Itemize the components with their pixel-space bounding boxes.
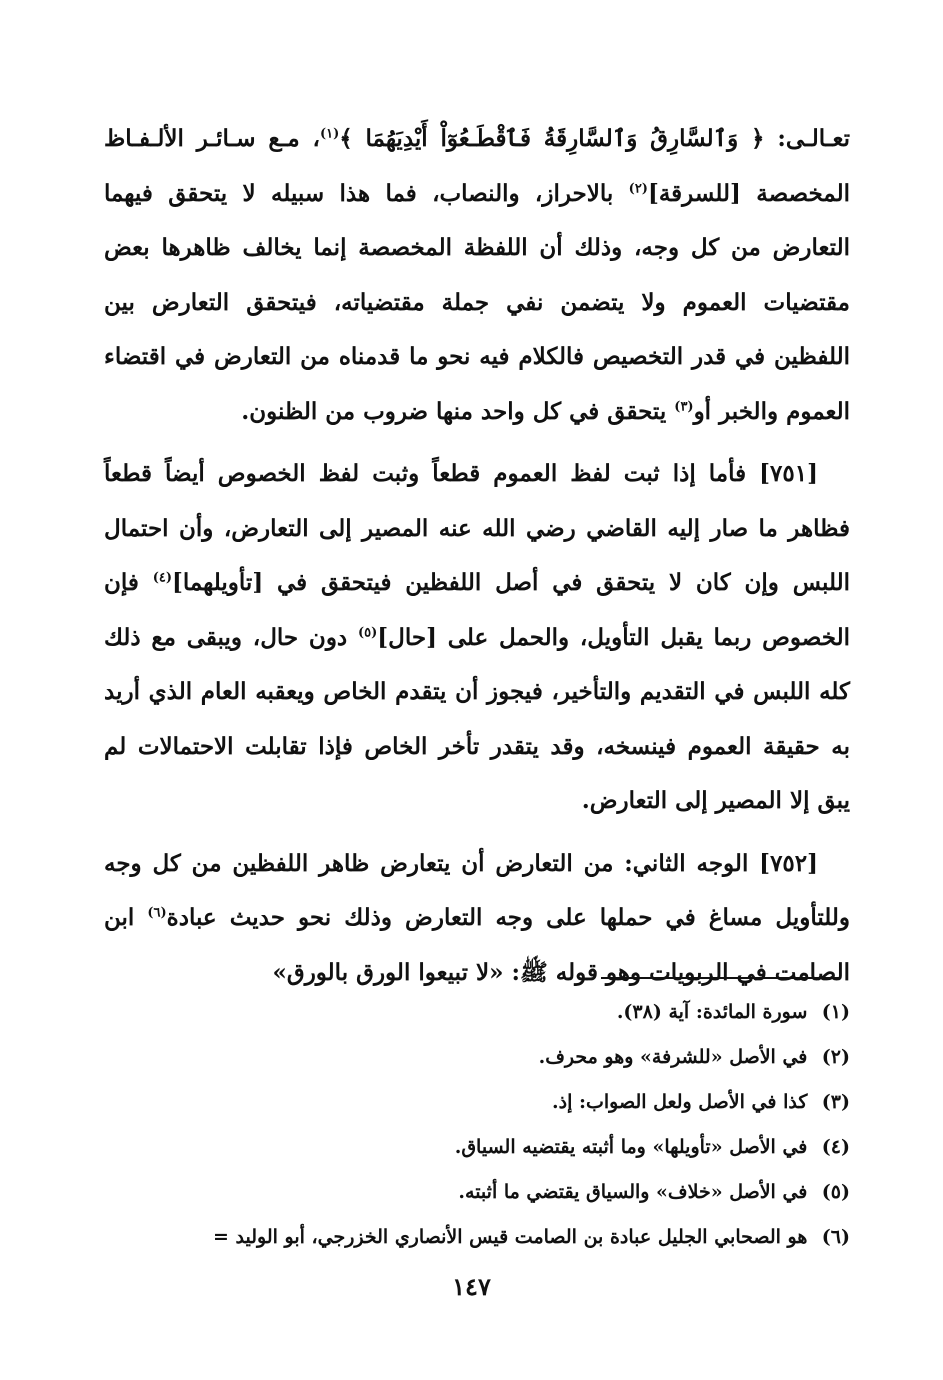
footnote-text: كذا في الأصل ولعل الصواب: إذ. [552,1091,808,1113]
footnote-ref-6: (٦) [147,905,167,921]
paragraph-751-text-b: فإن الخصوص ربما يقبل التأويل، والحمل على [حال] [104,569,850,651]
footnote-number: (٥) [821,1181,850,1203]
paragraph-1-lead: تعـالـى: [764,125,850,152]
footnote-number: (٢) [821,1046,850,1068]
paragraph-1 [104,112,850,439]
footnote-text: هو الصحابي الجليل عبادة بن الصامت قيس الأنصاري الخزرجي، أبو الوليد = [212,1226,808,1248]
footnote-ref-2: (٢) [628,180,648,196]
footnote-ref-4: (٤) [152,570,172,586]
footnote [90,1080,850,1125]
footnote [90,1125,850,1170]
page-number: ١٤٧ [452,1272,491,1301]
footnote-text: في الأصل «خلاف» والسياق يقتضي ما أثبته. [458,1181,808,1203]
footnote-number: (١) [821,1001,850,1023]
footnote-text: سورة المائدة: آية (٣٨). [616,1001,808,1023]
paragraph-751 [104,447,850,829]
main-text [104,112,850,1000]
footnote-ref-1: (١) [319,126,340,142]
paragraph-751-text-a: فأما إذا ثبت لفظ العموم قطعاً وثبت لفظ الخصوص أيضاً قطعاً فظاهر ما صار إليه القاضي رضي الله عنه المصير إلى التعارض، وأن احتمال اللبس وإن كان لا يتحقق في أصل اللفظين فيتحقق في [تأويلهما] [104,460,850,596]
footnote-ref-5: (٥) [357,624,378,640]
paragraph-number: [٧٥١] [759,460,818,487]
paragraph-752-text-b: ابن الصامت في الربويات وهو قوله ﷺ: «لا تبيعوا الورق بالورق» [104,904,850,986]
section-heading: الوجه الثاني [632,849,760,877]
paragraph-1-text-c: يتحقق في كل واحد منها ضروب من الظنون. [241,397,675,425]
paragraph-752 [104,837,850,1001]
footnote-number: (٣) [821,1091,850,1113]
footnotes [90,990,850,1260]
paragraph-1-text-b: بالاحراز، والنصاب، فما هذا سبيله لا يتحقق فيهما التعارض من كل وجه، وذلك أن اللفظة المخصصة إنما يخالف ظاهرها بعض مقتضيات العموم ولا يتضمن نفي جملة مقتضياته، فيتحقق التعارض بين اللفظين في قدر التخصيص فالكلام فيه نحو ما قدمناه من التعارض في اقتضاء العموم والخبر أو [104,179,850,425]
footnote-number: (٤) [821,1136,850,1158]
footnote-divider [601,977,839,979]
footnote-ref-3: (٣) [674,398,694,414]
footnote-text: في الأصل «للشرفة» وهو محرف. [538,1046,808,1068]
footnote [90,990,850,1035]
paragraph-1-text-a: ، مـع سـائـر الألـفـاظ المخصصة [للسرقة] [104,125,850,207]
quran-verse: ﴿ وَٱلسَّارِقُ وَٱلسَّارِقَةُ فَٱقْطَـعُوٓاْ أَيْدِيَهُمَا ﴾ [339,125,765,152]
footnote [90,1035,850,1080]
paragraph-751-text-c: دون حال، ويبقى مع ذلك كله اللبس في التقديم والتأخير، فيجوز أن يتقدم الخاص ويعقبه العام الذي أريد به حقيقة العموم فينسخه، وقد يتقدر تأخر الخاص فإذا تقابلت الاحتمالات لم يبق إلا المصير إلى التعارض. [104,623,850,814]
footnote [90,1215,850,1260]
footnote-text: في الأصل «تأويلها» وما أثبته يقتضيه السياق. [454,1136,808,1158]
paragraph-number: [٧٥٢] [759,849,819,877]
paragraph-752-text-a: : من التعارض أن يتعارض ظاهر اللفظين من كل وجه وللتأويل مساغ في حملها على وجه التعارض وذلك نحو حديث عبادة [104,849,851,931]
footnote [90,1170,850,1215]
footnote-number: (٦) [821,1226,850,1248]
page-body [104,112,850,1000]
